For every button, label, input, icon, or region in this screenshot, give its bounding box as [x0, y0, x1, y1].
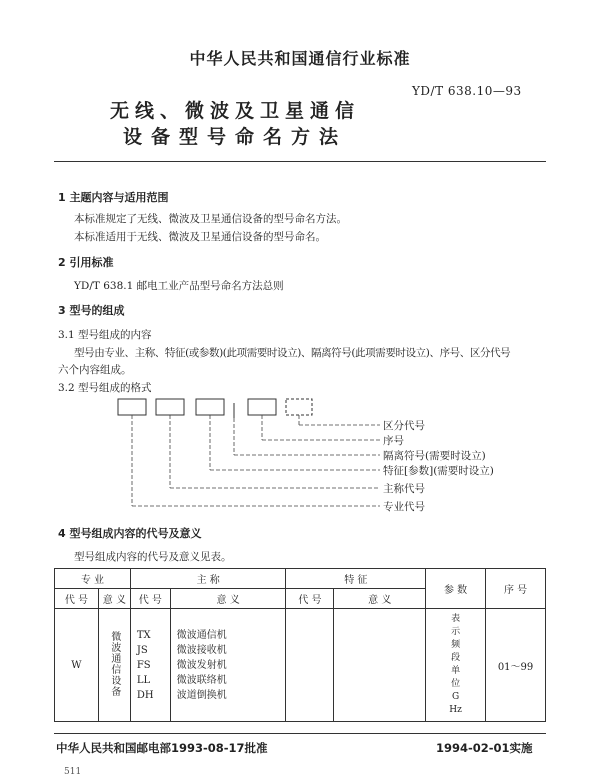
box-distinguish [286, 399, 312, 415]
main-code: JS [136, 644, 148, 656]
section-2-heading: 2 引用标准 [58, 256, 114, 269]
seq-cell: 01～99 [486, 609, 546, 722]
param-cell [426, 609, 486, 722]
section-1-heading: 1 主题内容与适用范围 [58, 191, 169, 204]
spec-code-cell: W [55, 609, 99, 722]
spec-meaning-text: 微波通信设备 [108, 630, 120, 697]
code-meaning-table [54, 568, 546, 722]
section-1-paragraph-2: 本标准适用于无线、微波及卫星通信设备的型号命名。 [74, 231, 326, 243]
main-meaning: 微波联络机 [176, 674, 227, 686]
header-specialty: 专 业 [55, 569, 131, 589]
main-meaning: 微波通信机 [176, 629, 227, 641]
header-seq: 序 号 [486, 569, 546, 609]
label-separator: 隔离符号(需要时设立) [383, 450, 486, 462]
approval-date: 中华人民共和国邮电部1993-08-17批准 [56, 741, 268, 755]
param-text: 表示频段单位GHz [449, 614, 462, 715]
standard-code: YD/T 638.10—93 [412, 84, 522, 98]
section-3-1-text-1: 型号由专业、主称、特征(或参数)(此项需要时设立)、隔离符号(此项需要时设立)、序号、区分代号 [74, 347, 511, 359]
main-meaning: 微波发射机 [176, 659, 227, 671]
section-3-1-heading: 3.1 型号组成的内容 [58, 329, 152, 341]
label-feature: 特征[参数](需要时设立) [383, 465, 494, 477]
spec-meaning-cell [98, 609, 130, 722]
section-3-1-text-2: 六个内容组成。 [58, 364, 132, 376]
main-code: TX [136, 629, 151, 641]
model-format-diagram [0, 390, 600, 520]
label-main-code: 主称代号 [383, 483, 425, 495]
box-sequence [248, 399, 276, 415]
main-code-cell [130, 609, 170, 722]
main-code: LL [136, 674, 151, 686]
doc-title-line2: 设备型号命名方法 [122, 126, 347, 148]
header-divider [54, 161, 546, 162]
org-title: 中华人民共和国通信行业标准 [189, 49, 411, 68]
header-spec-code: 代 号 [55, 589, 99, 609]
main-meaning: 波道倒换机 [176, 689, 227, 701]
doc-title-line1: 无线、微波及卫星通信 [109, 100, 360, 122]
table-row [55, 609, 546, 722]
main-meaning: 微波接收机 [176, 644, 227, 656]
main-meaning-cell [170, 609, 286, 722]
label-distinguish-code: 区分代号 [383, 420, 425, 432]
footer-divider [54, 733, 546, 734]
main-code: FS [136, 659, 151, 671]
section-1-paragraph-1: 本标准规定了无线、微波及卫星通信设备的型号命名方法。 [74, 213, 347, 225]
header-param: 参 数 [426, 569, 486, 609]
feature-meaning-cell [334, 609, 426, 722]
section-4-heading: 4 型号组成内容的代号及意义 [58, 527, 202, 540]
feature-code-cell [286, 609, 334, 722]
header-main: 主 称 [130, 569, 286, 589]
main-code: DH [136, 689, 154, 701]
box-specialty [118, 399, 146, 415]
label-sequence: 序号 [383, 435, 404, 447]
section-3-2-heading: 3.2 型号组成的格式 [58, 382, 152, 394]
header-feature-code: 代 号 [286, 589, 334, 609]
section-3-heading: 3 型号的组成 [58, 304, 125, 317]
box-feature [196, 399, 224, 415]
box-main [156, 399, 184, 415]
header-spec-meaning: 意 义 [98, 589, 130, 609]
page-number: 511 [64, 767, 82, 777]
implementation-date: 1994-02-01实施 [436, 741, 533, 755]
reference-standard: YD/T 638.1 邮电工业产品型号命名方法总则 [74, 280, 284, 292]
header-main-meaning: 意 义 [170, 589, 286, 609]
header-feature: 特 征 [286, 569, 426, 589]
header-main-code: 代 号 [130, 589, 170, 609]
section-4-intro: 型号组成内容的代号及意义见表。 [74, 551, 232, 563]
label-specialty-code: 专业代号 [383, 501, 425, 513]
header-feature-meaning: 意 义 [334, 589, 426, 609]
